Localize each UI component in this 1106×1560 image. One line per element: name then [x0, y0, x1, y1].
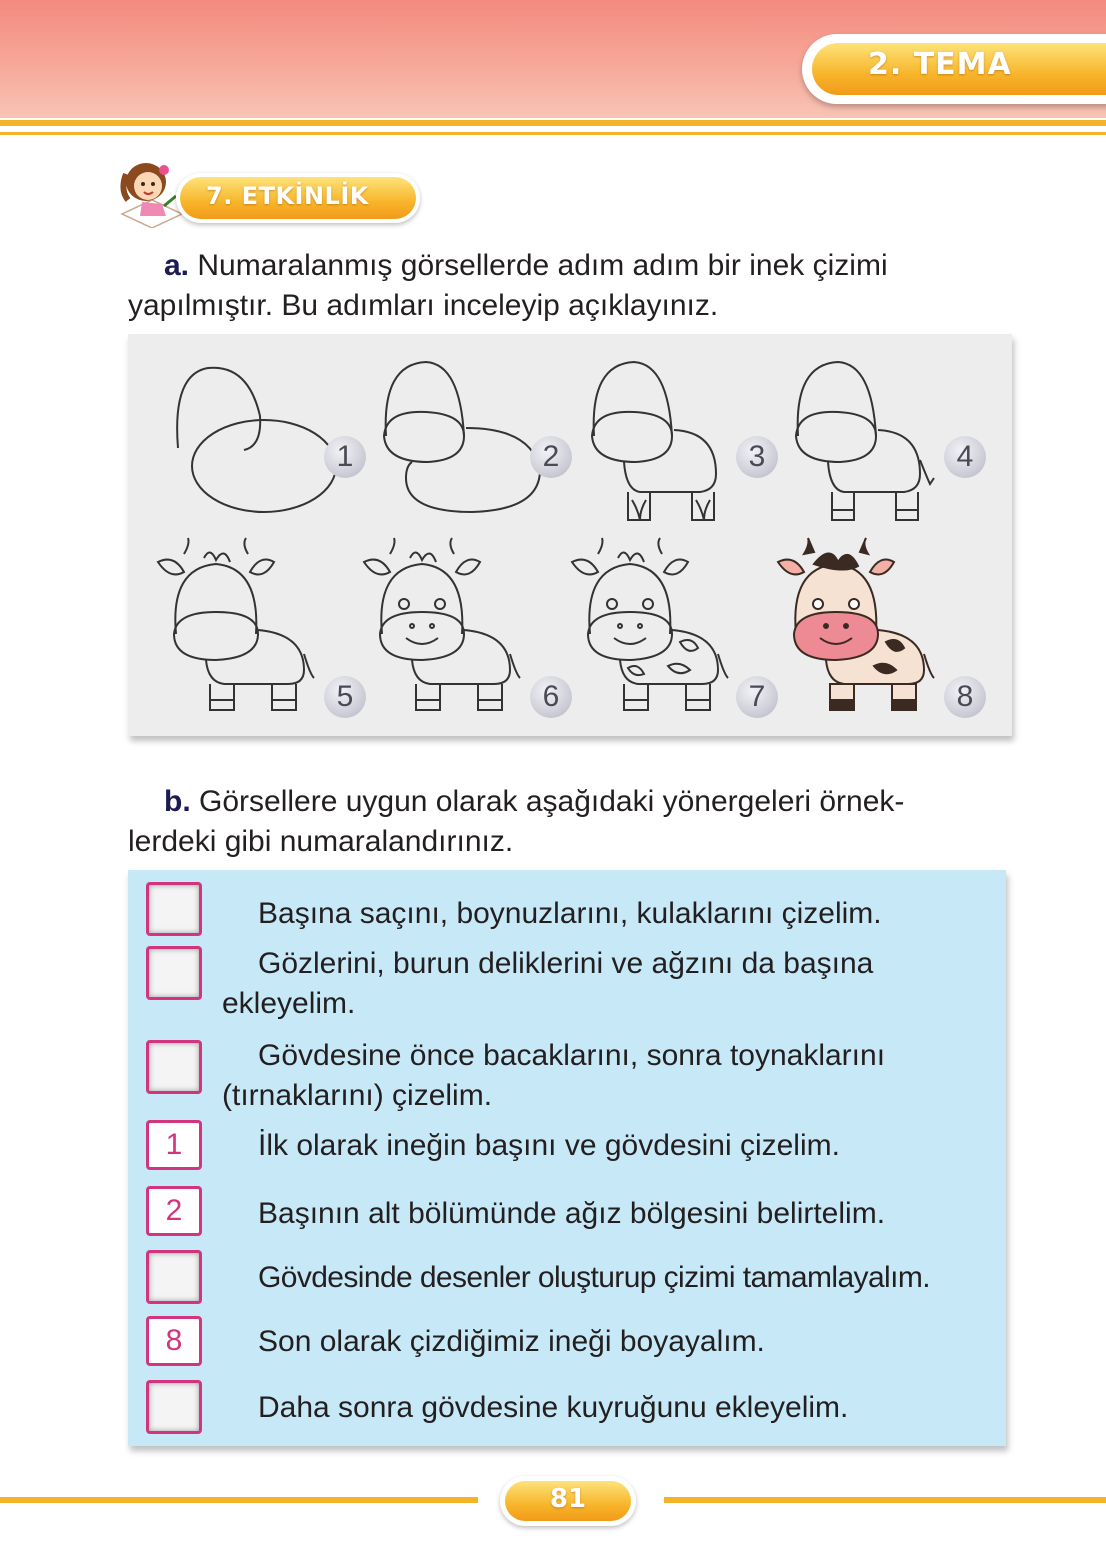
- step-number-8: 8: [944, 676, 986, 718]
- answer-box-8[interactable]: [146, 1380, 202, 1434]
- instruction-5-text: Başının alt bölümünde ağız bölgesini belirtelim.: [258, 1197, 886, 1230]
- instruction-1: [222, 894, 986, 934]
- part-b-text-1: Görsellere uygun olarak aşağıdaki yönergeleri örnek-: [199, 785, 905, 818]
- step-number-4: 4: [944, 436, 986, 478]
- instruction-3-line-2: (tırnaklarını) çizelim.: [222, 1079, 493, 1112]
- step-number-7: 7: [736, 676, 778, 718]
- footer-rule-left: [0, 1497, 478, 1503]
- cow-steps-panel: [128, 334, 1012, 736]
- instruction-1-text: Başına saçını, boynuzlarını, kulaklarını çizelim.: [258, 897, 882, 930]
- answer-box-4[interactable]: 1: [146, 1120, 202, 1170]
- header-rule: [0, 120, 1106, 126]
- instruction-2-line-2: ekleyelim.: [222, 987, 356, 1020]
- instruction-4: [222, 1126, 986, 1166]
- part-a-text-1: Numaralanmış görsellerde adım adım bir inek çizimi: [197, 249, 888, 282]
- instruction-3-line-1: Gövdesine önce bacaklarını, sonra toynaklarını: [258, 1039, 886, 1072]
- answer-box-2[interactable]: [146, 946, 202, 1000]
- step-number-6: 6: [530, 676, 572, 718]
- page-number: 81: [549, 1484, 587, 1514]
- part-a-line-1: [128, 246, 1008, 286]
- part-b-text-2: lerdeki gibi numaralandırınız.: [128, 825, 514, 858]
- activity-title: 7. ETKİNLİK: [206, 182, 369, 210]
- step-number-2: 2: [530, 436, 572, 478]
- instruction-3: [222, 1036, 986, 1116]
- answer-box-1[interactable]: [146, 882, 202, 936]
- answer-box-5[interactable]: 2: [146, 1186, 202, 1236]
- instruction-2-line-1: Gözlerini, burun deliklerini ve ağzını da başına: [258, 947, 874, 980]
- instruction-7-text: Son olarak çizdiğimiz ineği boyayalım.: [258, 1325, 765, 1358]
- instruction-2: [222, 944, 986, 1024]
- answer-box-3[interactable]: [146, 1040, 202, 1094]
- answer-box-6[interactable]: [146, 1250, 202, 1304]
- instruction-6: [222, 1258, 986, 1298]
- part-a-letter: a.: [164, 249, 190, 282]
- part-b-letter: b.: [164, 785, 191, 818]
- instruction-8-text: Daha sonra gövdesine kuyruğunu ekleyelim.: [258, 1391, 849, 1424]
- instruction-5: [222, 1194, 986, 1234]
- step-number-5: 5: [324, 676, 366, 718]
- part-a-paragraph: [128, 246, 1008, 326]
- part-a-text-2: yapılmıştır. Bu adımları inceleyip açıklayınız.: [128, 289, 719, 322]
- answer-box-7[interactable]: 8: [146, 1316, 202, 1366]
- step-number-3: 3: [736, 436, 778, 478]
- instruction-6-text: Gövdesinde desenler oluşturup çizimi tamamlayalım.: [258, 1261, 930, 1294]
- instruction-7: [222, 1322, 986, 1362]
- step-number-1: 1: [324, 436, 366, 478]
- tema-label: 2. TEMA: [868, 47, 1012, 82]
- instruction-8: [222, 1388, 986, 1428]
- part-b-paragraph: [128, 782, 1008, 862]
- footer-rule-right: [664, 1497, 1106, 1503]
- header-rule-thin: [0, 132, 1106, 135]
- instruction-4-text: İlk olarak ineğin başını ve gövdesini çizelim.: [258, 1129, 840, 1162]
- part-b-line-1: [128, 782, 1008, 822]
